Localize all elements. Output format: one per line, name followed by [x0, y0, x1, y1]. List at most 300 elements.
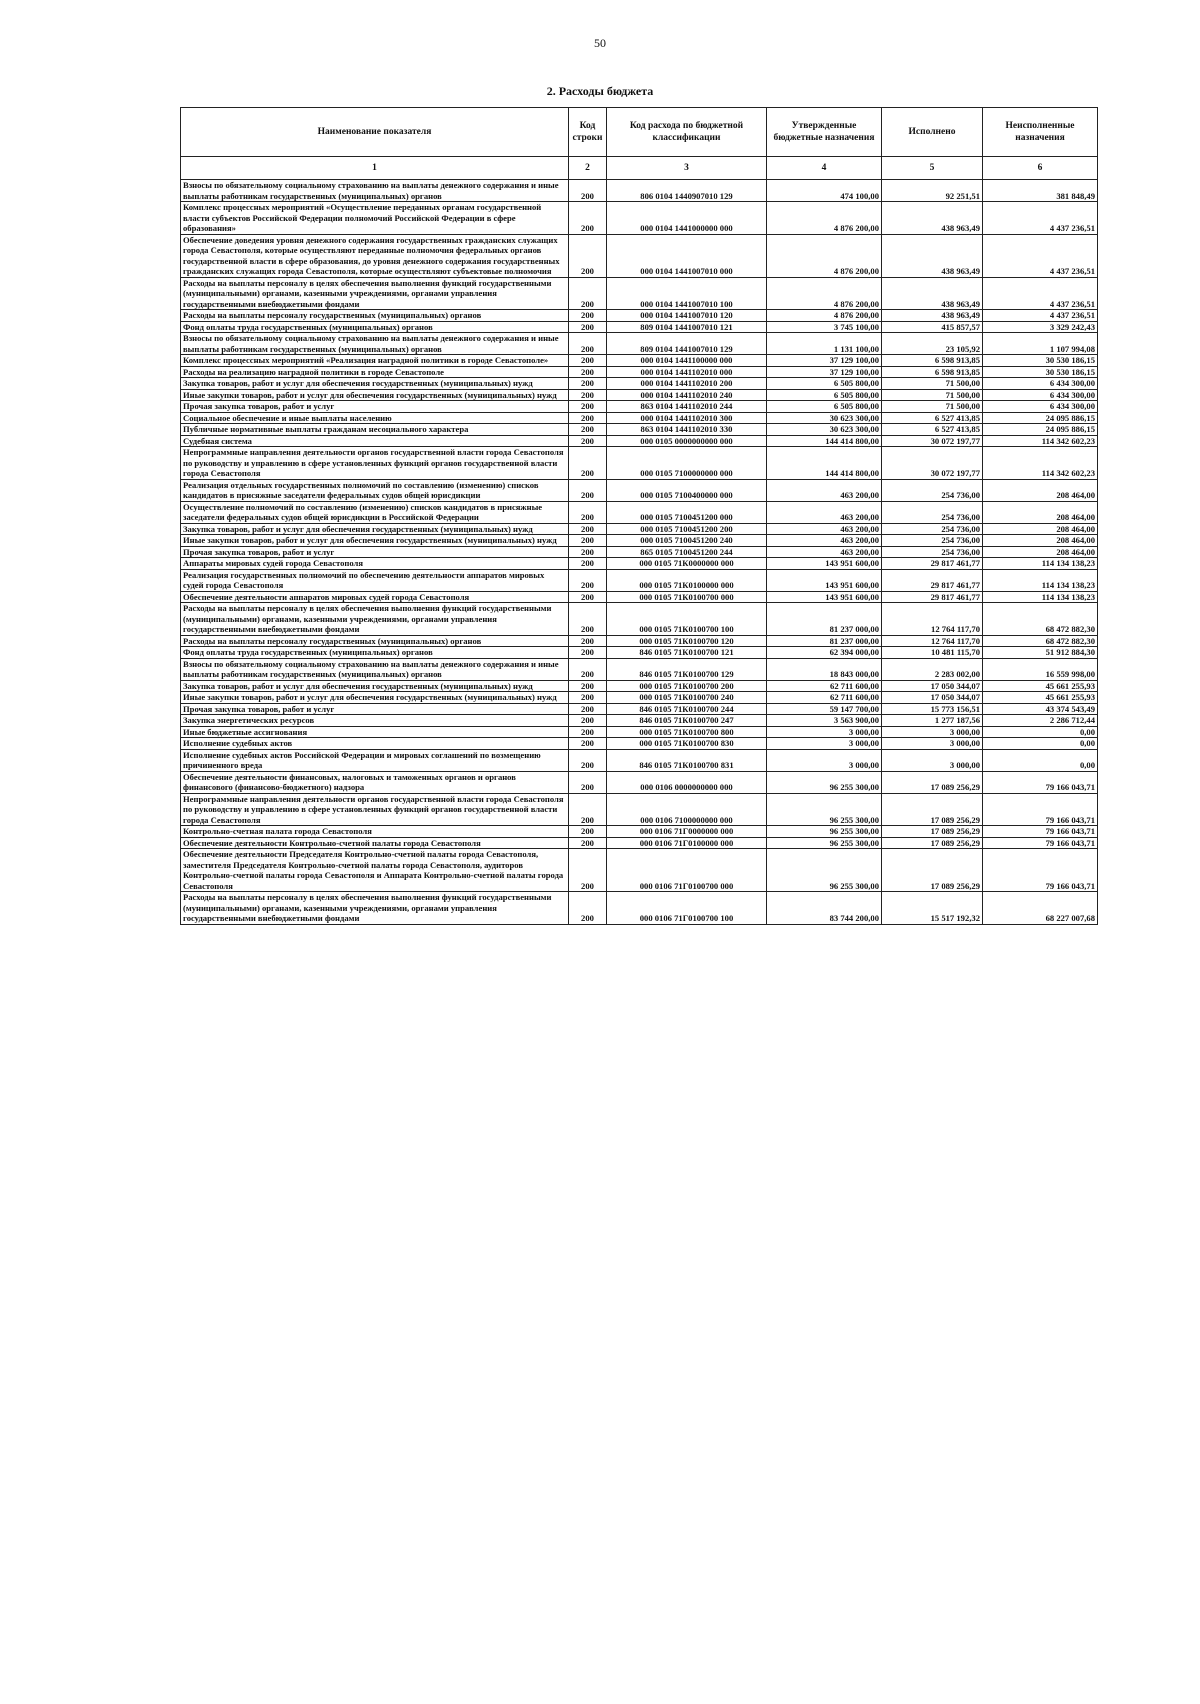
row-kbk-cell: 000 0105 71К0100700 830: [607, 738, 767, 750]
table-row: [181, 892, 1098, 925]
row-code-cell: 200: [569, 749, 607, 771]
row-approved-cell: 30 623 300,00: [767, 412, 882, 424]
expenses-table-container: [180, 107, 1097, 925]
row-kbk-cell: 000 0105 71К0100700 000: [607, 591, 767, 603]
row-kbk-cell: 000 0104 1441102010 000: [607, 366, 767, 378]
row-name-cell: Обеспечение деятельности финансовых, налоговых и таможенных органов и органов финансового (финансово-бюджетного) надзора: [181, 771, 569, 793]
row-approved-cell: 37 129 100,00: [767, 355, 882, 367]
row-approved-cell: 59 147 700,00: [767, 703, 882, 715]
row-approved-cell: 474 100,00: [767, 180, 882, 202]
row-unexecuted-cell: 208 464,00: [983, 546, 1098, 558]
row-executed-cell: 438 963,49: [882, 310, 983, 322]
row-code-cell: 200: [569, 535, 607, 547]
column-number: 1: [181, 157, 569, 180]
row-code-cell: 200: [569, 569, 607, 591]
row-unexecuted-cell: 30 530 186,15: [983, 355, 1098, 367]
row-kbk-cell: 000 0106 7100000000 000: [607, 793, 767, 826]
row-executed-cell: 2 283 002,00: [882, 658, 983, 680]
row-approved-cell: 3 000,00: [767, 726, 882, 738]
row-unexecuted-cell: 6 434 300,00: [983, 389, 1098, 401]
row-kbk-cell: 000 0105 71К0100700 100: [607, 603, 767, 636]
row-kbk-cell: 806 0104 1440907010 129: [607, 180, 767, 202]
row-approved-cell: 3 745 100,00: [767, 321, 882, 333]
row-name-cell: Непрограммные направления деятельности органов государственной власти города Севастополя по руководству и управлению в сфере установленных функций органов государственной власти города Севастополя: [181, 447, 569, 480]
table-body: [181, 180, 1098, 925]
row-unexecuted-cell: 24 095 886,15: [983, 424, 1098, 436]
row-executed-cell: 29 817 461,77: [882, 569, 983, 591]
header-approved: Утвержденные бюджетные назначения: [767, 108, 882, 157]
row-unexecuted-cell: 114 134 138,23: [983, 569, 1098, 591]
row-name-cell: Реализация отдельных государственных полномочий по составлению (изменению) списков кандидатов в присяжные заседатели федеральных судов общей юрисдикции: [181, 479, 569, 501]
row-name-cell: Фонд оплаты труда государственных (муниципальных) органов: [181, 321, 569, 333]
row-code-cell: 200: [569, 826, 607, 838]
table-row: [181, 234, 1098, 277]
row-approved-cell: 463 200,00: [767, 523, 882, 535]
row-code-cell: 200: [569, 523, 607, 535]
row-code-cell: 200: [569, 333, 607, 355]
row-kbk-cell: 846 0105 71К0100700 244: [607, 703, 767, 715]
row-unexecuted-cell: 114 342 602,23: [983, 435, 1098, 447]
table-row: [181, 479, 1098, 501]
row-name-cell: Непрограммные направления деятельности органов государственной власти города Севастополя по руководству и управлению в сфере установленных функций органов государственной власти города Севастополя: [181, 793, 569, 826]
row-kbk-cell: 000 0105 7100451200 240: [607, 535, 767, 547]
row-kbk-cell: 000 0105 71К0100000 000: [607, 569, 767, 591]
row-executed-cell: 30 072 197,77: [882, 435, 983, 447]
row-code-cell: 200: [569, 412, 607, 424]
row-kbk-cell: 000 0105 7100451200 000: [607, 501, 767, 523]
table-row: [181, 635, 1098, 647]
row-approved-cell: 62 711 600,00: [767, 692, 882, 704]
table-row: [181, 749, 1098, 771]
row-executed-cell: 254 736,00: [882, 535, 983, 547]
row-kbk-cell: 000 0104 1441102010 240: [607, 389, 767, 401]
row-name-cell: Расходы на выплаты персоналу государственных (муниципальных) органов: [181, 310, 569, 322]
row-kbk-cell: 000 0105 71К0000000 000: [607, 558, 767, 570]
row-kbk-cell: 000 0104 1441100000 000: [607, 355, 767, 367]
table-row: [181, 310, 1098, 322]
row-code-cell: 200: [569, 558, 607, 570]
row-kbk-cell: 000 0106 71Г0100700 000: [607, 849, 767, 892]
row-unexecuted-cell: 30 530 186,15: [983, 366, 1098, 378]
row-executed-cell: 71 500,00: [882, 401, 983, 413]
row-executed-cell: 254 736,00: [882, 523, 983, 535]
row-kbk-cell: 000 0104 1441007010 100: [607, 277, 767, 310]
row-unexecuted-cell: 4 437 236,51: [983, 234, 1098, 277]
row-code-cell: 200: [569, 546, 607, 558]
row-code-cell: 200: [569, 234, 607, 277]
column-number: 2: [569, 157, 607, 180]
row-code-cell: 200: [569, 591, 607, 603]
table-row: [181, 424, 1098, 436]
row-code-cell: 200: [569, 378, 607, 390]
row-approved-cell: 96 255 300,00: [767, 793, 882, 826]
row-executed-cell: 3 000,00: [882, 726, 983, 738]
row-approved-cell: 4 876 200,00: [767, 202, 882, 235]
row-approved-cell: 1 131 100,00: [767, 333, 882, 355]
row-name-cell: Взносы по обязательному социальному страхованию на выплаты денежного содержания и иные выплаты работникам государственных (муниципальных) органов: [181, 658, 569, 680]
row-unexecuted-cell: 4 437 236,51: [983, 277, 1098, 310]
row-kbk-cell: 863 0104 1441102010 330: [607, 424, 767, 436]
row-name-cell: Иные закупки товаров, работ и услуг для обеспечения государственных (муниципальных) нужд: [181, 389, 569, 401]
row-executed-cell: 17 089 256,29: [882, 771, 983, 793]
row-unexecuted-cell: 0,00: [983, 749, 1098, 771]
row-approved-cell: 81 237 000,00: [767, 603, 882, 636]
row-name-cell: Закупка товаров, работ и услуг для обеспечения государственных (муниципальных) нужд: [181, 378, 569, 390]
row-name-cell: Закупка энергетических ресурсов: [181, 715, 569, 727]
row-code-cell: 200: [569, 715, 607, 727]
table-row: [181, 535, 1098, 547]
row-name-cell: Расходы на выплаты персоналу в целях обеспечения выполнения функций государственными (муниципальными) органами, казенными учреждениями, органами управления государственными внебюджетными фондами: [181, 277, 569, 310]
row-unexecuted-cell: 79 166 043,71: [983, 771, 1098, 793]
row-name-cell: Публичные нормативные выплаты гражданам несоциального характера: [181, 424, 569, 436]
row-executed-cell: 3 000,00: [882, 738, 983, 750]
row-approved-cell: 143 951 600,00: [767, 591, 882, 603]
row-code-cell: 200: [569, 635, 607, 647]
row-code-cell: 200: [569, 892, 607, 925]
row-unexecuted-cell: 79 166 043,71: [983, 849, 1098, 892]
row-approved-cell: 463 200,00: [767, 535, 882, 547]
row-kbk-cell: 000 0106 71Г0100700 100: [607, 892, 767, 925]
row-unexecuted-cell: 2 286 712,44: [983, 715, 1098, 727]
row-kbk-cell: 000 0106 71Г0100000 000: [607, 837, 767, 849]
table-row: [181, 703, 1098, 715]
row-kbk-cell: 000 0105 7100000000 000: [607, 447, 767, 480]
header-kbk: Код расхода по бюджетной классификации: [607, 108, 767, 157]
row-approved-cell: 37 129 100,00: [767, 366, 882, 378]
row-approved-cell: 6 505 800,00: [767, 401, 882, 413]
table-row: [181, 692, 1098, 704]
row-unexecuted-cell: 208 464,00: [983, 535, 1098, 547]
row-kbk-cell: 000 0105 7100400000 000: [607, 479, 767, 501]
row-code-cell: 200: [569, 202, 607, 235]
row-unexecuted-cell: 114 342 602,23: [983, 447, 1098, 480]
row-name-cell: Исполнение судебных актов Российской Федерации и мировых соглашений по возмещению причиненного вреда: [181, 749, 569, 771]
row-name-cell: Обеспечение доведения уровня денежного содержания государственных гражданских служащих города Севастополя, которые осуществляют переданные полномочия федеральных органов государственной власти в сфере образования, до уровня денежного содержания государственных гражданских служащих города Севастополя, которые осуществляют субъектовые полномочия: [181, 234, 569, 277]
column-number-row: [181, 157, 1098, 180]
table-row: [181, 647, 1098, 659]
row-executed-cell: 17 089 256,29: [882, 849, 983, 892]
row-name-cell: Иные бюджетные ассигнования: [181, 726, 569, 738]
column-number: 6: [983, 157, 1098, 180]
row-unexecuted-cell: 114 134 138,23: [983, 558, 1098, 570]
row-name-cell: Иные закупки товаров, работ и услуг для обеспечения государственных (муниципальных) нужд: [181, 535, 569, 547]
row-name-cell: Комплекс процессных мероприятий «Осуществление переданных органам государственной власти субъектов Российской Федерации полномочий Российской Федерации в сфере образования»: [181, 202, 569, 235]
row-code-cell: 200: [569, 180, 607, 202]
row-name-cell: Обеспечение деятельности Контрольно-счетной палаты города Севастополя: [181, 837, 569, 849]
table-row: [181, 435, 1098, 447]
table-row: [181, 412, 1098, 424]
column-number: 5: [882, 157, 983, 180]
table-row: [181, 558, 1098, 570]
row-unexecuted-cell: 79 166 043,71: [983, 826, 1098, 838]
row-kbk-cell: 000 0105 7100451200 200: [607, 523, 767, 535]
row-kbk-cell: 000 0106 0000000000 000: [607, 771, 767, 793]
row-unexecuted-cell: 0,00: [983, 738, 1098, 750]
row-kbk-cell: 000 0105 71К0100700 200: [607, 680, 767, 692]
row-approved-cell: 3 563 900,00: [767, 715, 882, 727]
row-executed-cell: 438 963,49: [882, 202, 983, 235]
row-unexecuted-cell: 24 095 886,15: [983, 412, 1098, 424]
row-unexecuted-cell: 51 912 884,30: [983, 647, 1098, 659]
row-unexecuted-cell: 45 661 255,93: [983, 680, 1098, 692]
row-approved-cell: 6 505 800,00: [767, 389, 882, 401]
row-code-cell: 200: [569, 726, 607, 738]
row-executed-cell: 17 050 344,07: [882, 692, 983, 704]
row-approved-cell: 6 505 800,00: [767, 378, 882, 390]
row-kbk-cell: 846 0105 71К0100700 129: [607, 658, 767, 680]
row-executed-cell: 6 598 913,85: [882, 355, 983, 367]
row-kbk-cell: 865 0105 7100451200 244: [607, 546, 767, 558]
row-approved-cell: 463 200,00: [767, 546, 882, 558]
header-unexecuted: Неисполненные назначения: [983, 108, 1098, 157]
row-name-cell: Осуществление полномочий по составлению (изменению) списков кандидатов в присяжные заседатели федеральных судов общей юрисдикции в Российской Федерации: [181, 501, 569, 523]
row-approved-cell: 4 876 200,00: [767, 277, 882, 310]
table-row: [181, 793, 1098, 826]
row-approved-cell: 463 200,00: [767, 501, 882, 523]
row-approved-cell: 144 414 800,00: [767, 447, 882, 480]
row-code-cell: 200: [569, 647, 607, 659]
row-executed-cell: 12 764 117,70: [882, 635, 983, 647]
row-executed-cell: 15 773 156,51: [882, 703, 983, 715]
row-unexecuted-cell: 114 134 138,23: [983, 591, 1098, 603]
row-kbk-cell: 809 0104 1441007010 129: [607, 333, 767, 355]
row-executed-cell: 254 736,00: [882, 479, 983, 501]
row-name-cell: Комплекс процессных мероприятий «Реализация наградной политики в городе Севастополе»: [181, 355, 569, 367]
row-name-cell: Аппараты мировых судей города Севастополя: [181, 558, 569, 570]
row-approved-cell: 143 951 600,00: [767, 558, 882, 570]
table-row: [181, 366, 1098, 378]
row-code-cell: 200: [569, 501, 607, 523]
table-row: [181, 837, 1098, 849]
row-code-cell: 200: [569, 849, 607, 892]
row-code-cell: 200: [569, 366, 607, 378]
row-executed-cell: 17 089 256,29: [882, 826, 983, 838]
row-name-cell: Прочая закупка товаров, работ и услуг: [181, 401, 569, 413]
header-code: Код строки: [569, 108, 607, 157]
row-kbk-cell: 000 0106 71Г0000000 000: [607, 826, 767, 838]
row-approved-cell: 463 200,00: [767, 479, 882, 501]
row-approved-cell: 96 255 300,00: [767, 849, 882, 892]
row-code-cell: 200: [569, 680, 607, 692]
row-name-cell: Закупка товаров, работ и услуг для обеспечения государственных (муниципальных) нужд: [181, 523, 569, 535]
row-kbk-cell: 000 0104 1441102010 300: [607, 412, 767, 424]
row-code-cell: 200: [569, 310, 607, 322]
row-approved-cell: 62 394 000,00: [767, 647, 882, 659]
row-executed-cell: 254 736,00: [882, 501, 983, 523]
row-code-cell: 200: [569, 424, 607, 436]
row-approved-cell: 3 000,00: [767, 738, 882, 750]
row-unexecuted-cell: 45 661 255,93: [983, 692, 1098, 704]
row-kbk-cell: 863 0104 1441102010 244: [607, 401, 767, 413]
row-executed-cell: 71 500,00: [882, 378, 983, 390]
row-name-cell: Контрольно-счетная палата города Севастополя: [181, 826, 569, 838]
row-executed-cell: 6 527 413,85: [882, 412, 983, 424]
row-executed-cell: 415 857,57: [882, 321, 983, 333]
row-unexecuted-cell: 79 166 043,71: [983, 793, 1098, 826]
row-unexecuted-cell: 3 329 242,43: [983, 321, 1098, 333]
row-name-cell: Судебная система: [181, 435, 569, 447]
row-executed-cell: 6 527 413,85: [882, 424, 983, 436]
row-approved-cell: 62 711 600,00: [767, 680, 882, 692]
row-unexecuted-cell: 68 472 882,30: [983, 603, 1098, 636]
row-executed-cell: 71 500,00: [882, 389, 983, 401]
table-row: [181, 180, 1098, 202]
row-kbk-cell: 000 0104 1441007010 000: [607, 234, 767, 277]
row-code-cell: 200: [569, 771, 607, 793]
table-row: [181, 591, 1098, 603]
row-kbk-cell: 846 0105 71К0100700 247: [607, 715, 767, 727]
row-unexecuted-cell: 6 434 300,00: [983, 378, 1098, 390]
table-row: [181, 202, 1098, 235]
row-executed-cell: 3 000,00: [882, 749, 983, 771]
row-executed-cell: 6 598 913,85: [882, 366, 983, 378]
row-name-cell: Расходы на выплаты персоналу в целях обеспечения выполнения функций государственными (муниципальными) органами, казенными учреждениями, органами управления государственными внебюджетными фондами: [181, 892, 569, 925]
table-row: [181, 546, 1098, 558]
row-unexecuted-cell: 6 434 300,00: [983, 401, 1098, 413]
row-code-cell: 200: [569, 401, 607, 413]
table-row: [181, 603, 1098, 636]
row-name-cell: Иные закупки товаров, работ и услуг для обеспечения государственных (муниципальных) нужд: [181, 692, 569, 704]
row-approved-cell: 81 237 000,00: [767, 635, 882, 647]
table-row: [181, 355, 1098, 367]
row-name-cell: Расходы на реализацию наградной политики в городе Севастополе: [181, 366, 569, 378]
row-unexecuted-cell: 208 464,00: [983, 501, 1098, 523]
row-code-cell: 200: [569, 389, 607, 401]
row-unexecuted-cell: 68 472 882,30: [983, 635, 1098, 647]
row-name-cell: Обеспечение деятельности аппаратов мировых судей города Севастополя: [181, 591, 569, 603]
row-approved-cell: 18 843 000,00: [767, 658, 882, 680]
table-row: [181, 447, 1098, 480]
table-row: [181, 849, 1098, 892]
row-unexecuted-cell: 4 437 236,51: [983, 310, 1098, 322]
table-row: [181, 715, 1098, 727]
row-kbk-cell: 000 0105 71К0100700 120: [607, 635, 767, 647]
row-approved-cell: 3 000,00: [767, 749, 882, 771]
row-name-cell: Взносы по обязательному социальному страхованию на выплаты денежного содержания и иные выплаты работникам государственных (муниципальных) органов: [181, 180, 569, 202]
row-executed-cell: 92 251,51: [882, 180, 983, 202]
row-name-cell: Расходы на выплаты персоналу государственных (муниципальных) органов: [181, 635, 569, 647]
table-row: [181, 680, 1098, 692]
table-row: [181, 771, 1098, 793]
header-name: Наименование показателя: [181, 108, 569, 157]
row-code-cell: 200: [569, 692, 607, 704]
row-approved-cell: 4 876 200,00: [767, 310, 882, 322]
row-executed-cell: 254 736,00: [882, 546, 983, 558]
row-name-cell: Социальное обеспечение и иные выплаты населению: [181, 412, 569, 424]
table-row: [181, 378, 1098, 390]
table-row: [181, 523, 1098, 535]
table-row: [181, 826, 1098, 838]
row-unexecuted-cell: 1 107 994,08: [983, 333, 1098, 355]
row-kbk-cell: 000 0104 1441102010 200: [607, 378, 767, 390]
row-executed-cell: 12 764 117,70: [882, 603, 983, 636]
row-code-cell: 200: [569, 658, 607, 680]
row-kbk-cell: 000 0105 71К0100700 800: [607, 726, 767, 738]
column-number: 4: [767, 157, 882, 180]
row-kbk-cell: 000 0105 71К0100700 240: [607, 692, 767, 704]
row-approved-cell: 144 414 800,00: [767, 435, 882, 447]
row-executed-cell: 1 277 187,56: [882, 715, 983, 727]
row-code-cell: 200: [569, 837, 607, 849]
row-approved-cell: 4 876 200,00: [767, 234, 882, 277]
row-name-cell: Расходы на выплаты персоналу в целях обеспечения выполнения функций государственными (муниципальными) органами, казенными учреждениями, органами управления государственными внебюджетными фондами: [181, 603, 569, 636]
row-kbk-cell: 809 0104 1441007010 121: [607, 321, 767, 333]
row-code-cell: 200: [569, 355, 607, 367]
row-kbk-cell: 846 0105 71К0100700 831: [607, 749, 767, 771]
row-code-cell: 200: [569, 603, 607, 636]
table-row: [181, 333, 1098, 355]
row-name-cell: Взносы по обязательному социальному страхованию на выплаты денежного содержания и иные выплаты работникам государственных (муниципальных) органов: [181, 333, 569, 355]
row-code-cell: 200: [569, 479, 607, 501]
row-executed-cell: 30 072 197,77: [882, 447, 983, 480]
table-row: [181, 569, 1098, 591]
row-code-cell: 200: [569, 435, 607, 447]
header-executed: Исполнено: [882, 108, 983, 157]
page-number: 50: [594, 36, 606, 50]
row-unexecuted-cell: 381 848,49: [983, 180, 1098, 202]
row-unexecuted-cell: 43 374 543,49: [983, 703, 1098, 715]
row-executed-cell: 10 481 115,70: [882, 647, 983, 659]
row-kbk-cell: 000 0104 1441000000 000: [607, 202, 767, 235]
row-code-cell: 200: [569, 447, 607, 480]
row-code-cell: 200: [569, 793, 607, 826]
row-approved-cell: 143 951 600,00: [767, 569, 882, 591]
row-name-cell: Закупка товаров, работ и услуг для обеспечения государственных (муниципальных) нужд: [181, 680, 569, 692]
row-executed-cell: 17 089 256,29: [882, 793, 983, 826]
table-row: [181, 321, 1098, 333]
row-executed-cell: 17 050 344,07: [882, 680, 983, 692]
row-approved-cell: 96 255 300,00: [767, 826, 882, 838]
table-row: [181, 658, 1098, 680]
row-code-cell: 200: [569, 321, 607, 333]
row-name-cell: Реализация государственных полномочий по обеспечению деятельности аппаратов мировых судей города Севастополя: [181, 569, 569, 591]
table-row: [181, 389, 1098, 401]
row-executed-cell: 23 105,92: [882, 333, 983, 355]
row-executed-cell: 15 517 192,32: [882, 892, 983, 925]
table-row: [181, 738, 1098, 750]
row-executed-cell: 17 089 256,29: [882, 837, 983, 849]
table-row: [181, 501, 1098, 523]
column-number: 3: [607, 157, 767, 180]
row-kbk-cell: 000 0105 0000000000 000: [607, 435, 767, 447]
table-row: [181, 277, 1098, 310]
row-approved-cell: 96 255 300,00: [767, 771, 882, 793]
row-name-cell: Исполнение судебных актов: [181, 738, 569, 750]
row-unexecuted-cell: 79 166 043,71: [983, 837, 1098, 849]
row-name-cell: Обеспечение деятельности Председателя Контрольно-счетной палаты города Севастополя, заместителя Председателя Контрольно-счетной палаты города Севастополя, аудиторов Контрольно-счетной палаты города Севастополя и Аппарата Контрольно-счетной палаты города Севастополя: [181, 849, 569, 892]
table-header-row: [181, 108, 1098, 157]
row-unexecuted-cell: 4 437 236,51: [983, 202, 1098, 235]
row-name-cell: Фонд оплаты труда государственных (муниципальных) органов: [181, 647, 569, 659]
row-name-cell: Прочая закупка товаров, работ и услуг: [181, 546, 569, 558]
row-code-cell: 200: [569, 703, 607, 715]
row-unexecuted-cell: 208 464,00: [983, 479, 1098, 501]
table-row: [181, 726, 1098, 738]
row-name-cell: Прочая закупка товаров, работ и услуг: [181, 703, 569, 715]
row-executed-cell: 438 963,49: [882, 234, 983, 277]
row-unexecuted-cell: 16 559 998,00: [983, 658, 1098, 680]
row-code-cell: 200: [569, 277, 607, 310]
row-unexecuted-cell: 0,00: [983, 726, 1098, 738]
row-approved-cell: 96 255 300,00: [767, 837, 882, 849]
table-row: [181, 401, 1098, 413]
row-unexecuted-cell: 208 464,00: [983, 523, 1098, 535]
row-approved-cell: 30 623 300,00: [767, 424, 882, 436]
document-title: 2. Расходы бюджета: [546, 84, 654, 98]
row-executed-cell: 29 817 461,77: [882, 558, 983, 570]
row-executed-cell: 29 817 461,77: [882, 591, 983, 603]
row-kbk-cell: 000 0104 1441007010 120: [607, 310, 767, 322]
